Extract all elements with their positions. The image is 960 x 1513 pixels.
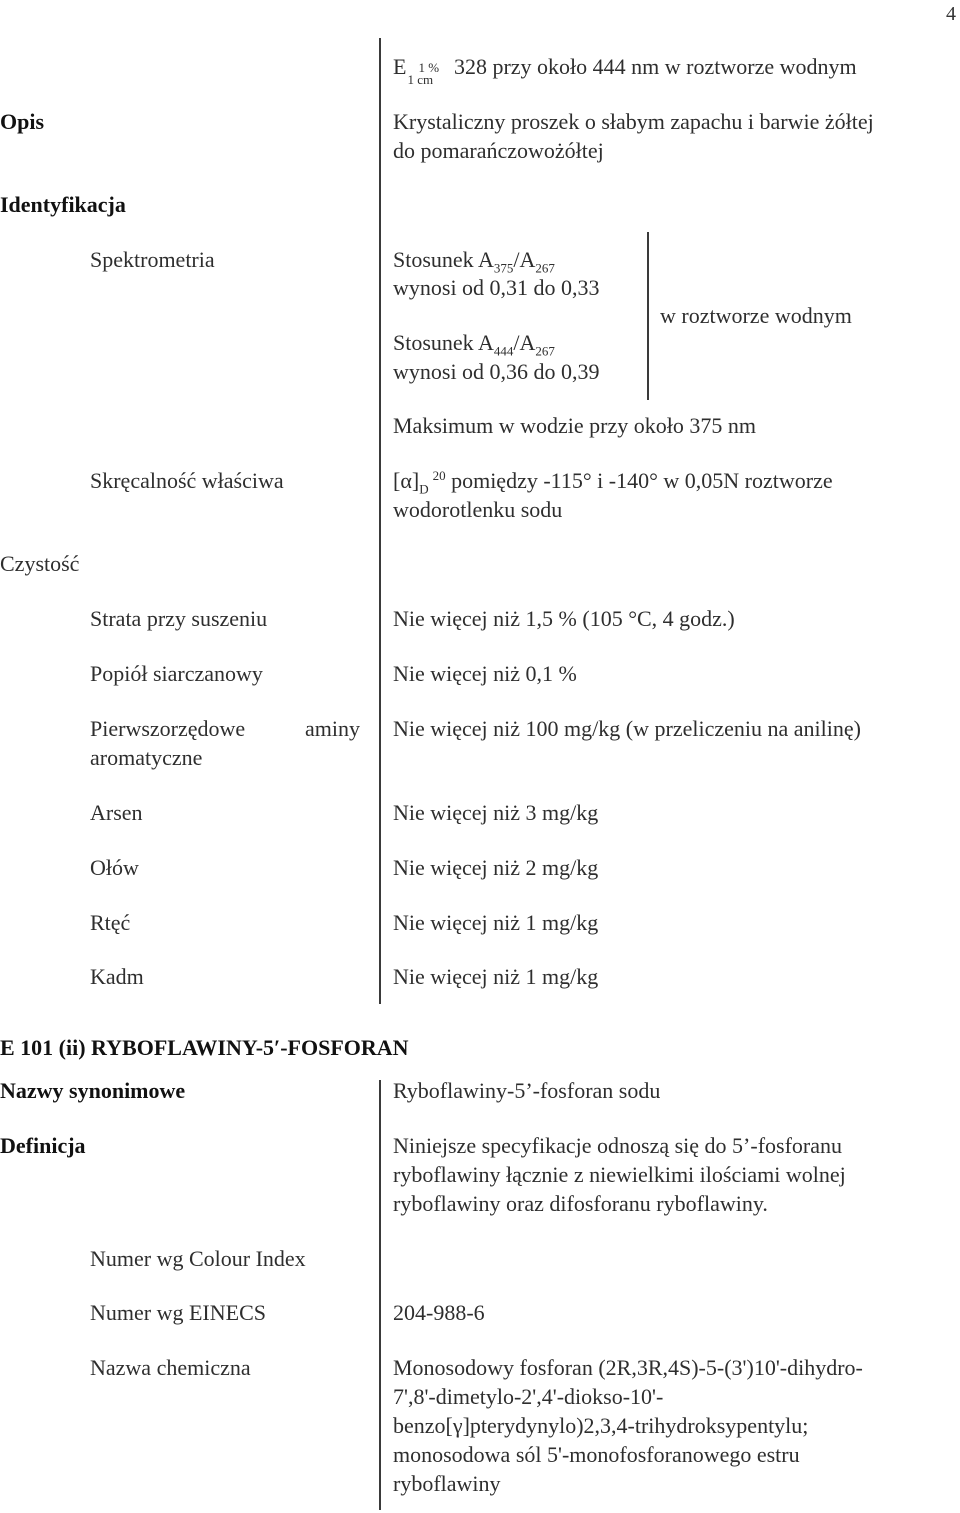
einecs-label: Numer wg EINECS bbox=[90, 1300, 266, 1325]
nazwy-synonimowe-label: Nazwy synonimowe bbox=[0, 1078, 186, 1103]
column-divider-top bbox=[379, 38, 381, 1004]
absorbance-value: E 1 cm 1 % 328 przy około 444 nm w roztworze wodnym bbox=[393, 54, 857, 87]
skrecalnosc-label: Skręcalność właściwa bbox=[90, 468, 284, 493]
column-divider-bottom bbox=[379, 1080, 381, 1510]
opis-label: Opis bbox=[0, 109, 45, 134]
einecs-value: 204-988-6 bbox=[393, 1300, 485, 1325]
nazwy-synonimowe-value: Ryboflawiny-5’-fosforan sodu bbox=[393, 1078, 661, 1103]
identyfikacja-label: Identyfikacja bbox=[0, 192, 126, 217]
definicja-line1: Niniejsze specyfikacje odnoszą się do 5’-fosforanu bbox=[393, 1133, 843, 1158]
rtec-label: Rtęć bbox=[90, 910, 131, 935]
aminy-label-c: aromatyczne bbox=[90, 745, 203, 770]
spektrometria-solvent: w roztworze wodnym bbox=[660, 303, 852, 328]
olow-label: Ołów bbox=[90, 855, 139, 880]
arsen-label: Arsen bbox=[90, 800, 143, 825]
nazwa-chemiczna-line3: benzo[γ]pterydynylo)2,3,4-trihydroksypentylu; bbox=[393, 1413, 809, 1438]
olow-value: Nie więcej niż 2 mg/kg bbox=[393, 855, 599, 880]
opis-value-line2: do pomarańczowożółtej bbox=[393, 138, 604, 163]
page-number: 4 bbox=[946, 3, 956, 25]
spectrometry-bracket-line bbox=[647, 232, 649, 400]
opis-value-line1: Krystaliczny proszek o słabym zapachu i barwie żółtej bbox=[393, 109, 874, 134]
rtec-value: Nie więcej niż 1 mg/kg bbox=[393, 910, 599, 935]
kadm-value: Nie więcej niż 1 mg/kg bbox=[393, 964, 599, 989]
colour-index-label: Numer wg Colour Index bbox=[90, 1246, 306, 1271]
e101-heading: E 101 (ii) RYBOFLAWINY-5′-FOSFORAN bbox=[0, 1035, 409, 1060]
ratio-375-267: Stosunek $A_{375}/A_{267}$ bbox=[393, 247, 555, 276]
definicja-line3: ryboflawiny oraz difosforanu ryboflawiny. bbox=[393, 1191, 768, 1216]
popiol-value: Nie więcej niż 0,1 % bbox=[393, 661, 577, 686]
strata-label: Strata przy suszeniu bbox=[90, 606, 268, 631]
nazwa-chemiczna-line1: Monosodowy fosforan (2R,3R,4S)-5-(3')10'-dihydro- bbox=[393, 1355, 863, 1380]
skrecalnosc-value-line2: wodorotlenku sodu bbox=[393, 497, 563, 522]
czystosc-label: Czystość bbox=[0, 551, 80, 576]
aminy-label-a: Pierwszorzędowe bbox=[90, 716, 246, 741]
kadm-label: Kadm bbox=[90, 964, 144, 989]
nazwa-chemiczna-line4: monosodowa sól 5'-monofosforanowego estru bbox=[393, 1442, 800, 1467]
arsen-value: Nie więcej niż 3 mg/kg bbox=[393, 800, 599, 825]
definicja-label: Definicja bbox=[0, 1133, 86, 1158]
ratio-444-267-range: wynosi od 0,36 do 0,39 bbox=[393, 359, 600, 384]
nazwa-chemiczna-line2: 7',8'-dimetylo-2',4'-diokso-10'- bbox=[393, 1384, 664, 1409]
aminy-label-b: aminy bbox=[305, 716, 360, 741]
ratio-375-267-range: wynosi od 0,31 do 0,33 bbox=[393, 275, 600, 300]
popiol-label: Popiół siarczanowy bbox=[90, 661, 263, 686]
spektrometria-label: Spektrometria bbox=[90, 247, 215, 272]
aminy-value: Nie więcej niż 100 mg/kg (w przeliczeniu na anilinę) bbox=[393, 716, 861, 741]
definicja-line2: ryboflawiny łącznie z niewielkimi ilościami wolnej bbox=[393, 1162, 846, 1187]
nazwa-chemiczna-label: Nazwa chemiczna bbox=[90, 1355, 251, 1380]
strata-value: Nie więcej niż 1,5 % (105 °C, 4 godz.) bbox=[393, 606, 735, 631]
skrecalnosc-value: $[\alpha]_D^{20}$ pomiędzy -115° i -140° w 0,05N roztworze bbox=[393, 467, 833, 497]
ratio-444-267: Stosunek $A_{444}/A_{267}$ bbox=[393, 330, 555, 359]
nazwa-chemiczna-line5: ryboflawiny bbox=[393, 1471, 501, 1496]
spektrometria-maximum: Maksimum w wodzie przy około 375 nm bbox=[393, 413, 756, 438]
